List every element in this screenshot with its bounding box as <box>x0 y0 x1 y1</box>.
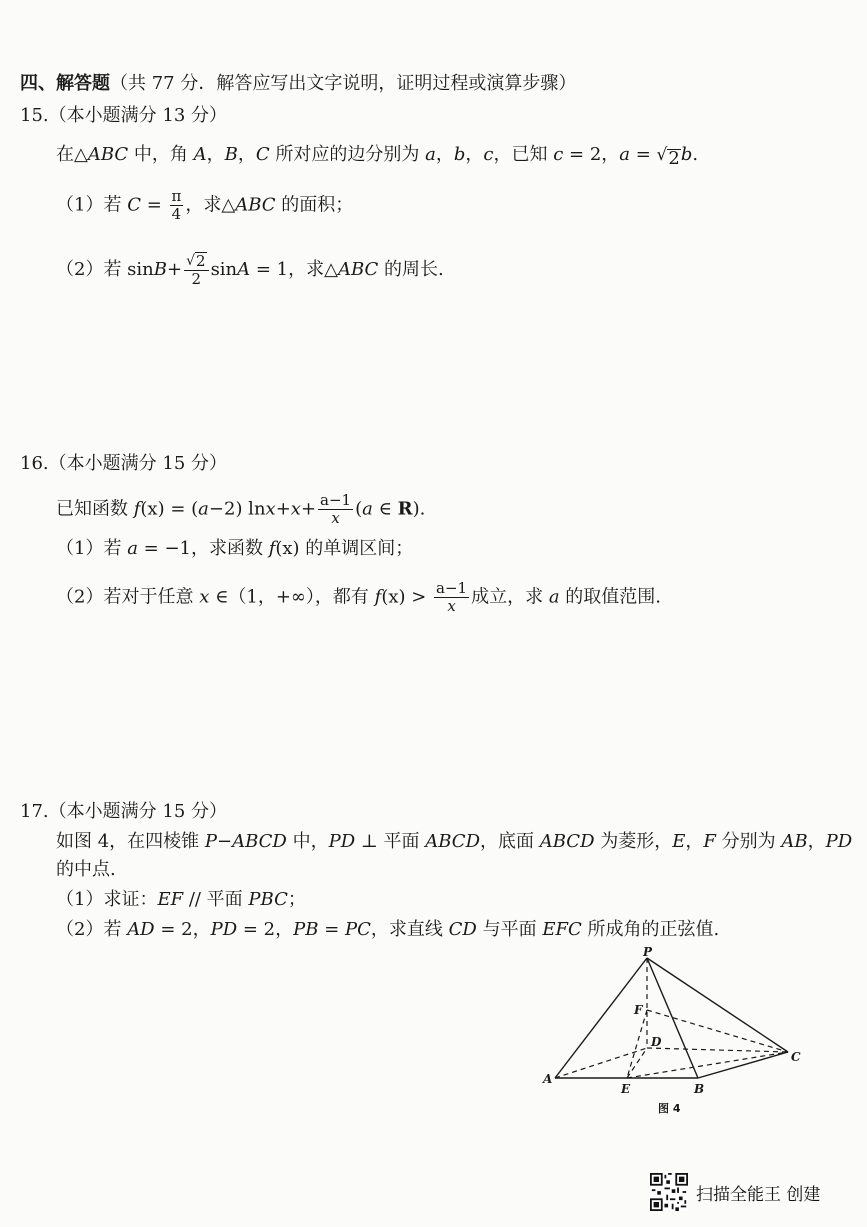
scanner-watermark-text: 扫描全能王 创建 <box>696 1184 821 1205</box>
q17-number: 17. <box>20 801 49 822</box>
q17-stem-line1: 如图 4，在四棱锥 P−ABCD 中，PD ⊥ 平面 ABCD，底面 ABCD 为菱形，E，F 分别为 AB，PD <box>56 831 853 852</box>
edge-PC <box>647 958 788 1052</box>
segment-FE <box>627 1010 647 1078</box>
label-D: D <box>651 1035 662 1049</box>
label-F: F <box>634 1003 643 1017</box>
label-A: A <box>543 1072 553 1086</box>
q16-part1: （1）若 a = −1，求函数 f(x) 的单调区间； <box>56 538 414 559</box>
fraction-a-1-over-x: $\frac{a-1}{x}$ <box>320 491 352 527</box>
q16-score: （本小题满分 15 分） <box>48 453 227 474</box>
edge-BC <box>698 1052 788 1078</box>
edge-DC <box>647 1048 788 1052</box>
q17-score: （本小题满分 15 分） <box>48 801 227 822</box>
segment-ED <box>627 1048 647 1078</box>
fraction-sqrt2-2: √ 2 2 <box>184 252 208 288</box>
edge-PA <box>555 958 647 1078</box>
q15-score: （本小题满分 13 分） <box>48 105 227 126</box>
q17-part2: （2）若 AD = 2，PD = 2，PB = PC，求直线 CD 与平面 EFC 所成角的正弦值. <box>56 919 720 940</box>
label-E: E <box>621 1082 631 1096</box>
q15-header <box>20 104 227 128</box>
q15-number: 15. <box>20 105 49 126</box>
q17-stem-line2: 的中点. <box>56 859 116 880</box>
q15-stem: 在△ABC 中，角 A，B，C 所对应的边分别为 a，b，c，已知 c = 2，a = √ 2 b. <box>56 144 699 169</box>
q16-part2: （2）若对于任意 x ∈（1，+∞），都有 f(x) > $\frac{a-1}{x}$ 成立，求 a 的取值范围. <box>56 579 662 615</box>
q15-part2: （2）若 sinB+ √ 2 2 sinA = 1，求△ABC 的周长. <box>56 252 444 288</box>
pyramid-figure <box>535 945 825 1115</box>
q16-number: 16. <box>20 453 49 474</box>
fraction-a-1-over-x-2: $\frac{a-1}{x}$ <box>436 579 468 615</box>
sqrt-2: √ 2 <box>656 145 680 169</box>
segment-EC <box>627 1052 788 1078</box>
q17-header <box>20 800 227 824</box>
label-B: B <box>694 1082 705 1096</box>
section-title: 四、解答题 <box>20 73 110 94</box>
edge-AD <box>555 1048 647 1078</box>
fraction-pi-4: $\frac{\pi}{4}$ <box>171 187 182 223</box>
scanner-watermark <box>650 1172 820 1212</box>
q16-stem: 已知函数 f(x) = (a−2) lnx+x+ $\frac{a-1}{x}$ (a ∈ R). <box>56 491 426 527</box>
q16-header <box>20 452 227 476</box>
q17-part1: （1）求证：EF // 平面 PBC； <box>56 889 306 910</box>
label-C: C <box>791 1050 801 1064</box>
segment-FC <box>647 1010 788 1052</box>
label-P: P <box>643 945 653 959</box>
section-note: （共 77 分．解答应写出文字说明，证明过程或演算步骤） <box>110 73 577 94</box>
qr-code-icon <box>650 1173 688 1211</box>
section-header <box>20 72 576 96</box>
edge-PB <box>647 958 698 1078</box>
q15-part1: （1）若 C = $\frac{\pi}{4}$ ，求△ABC 的面积； <box>56 187 354 223</box>
figure-caption: 图 4 <box>658 1102 681 1115</box>
